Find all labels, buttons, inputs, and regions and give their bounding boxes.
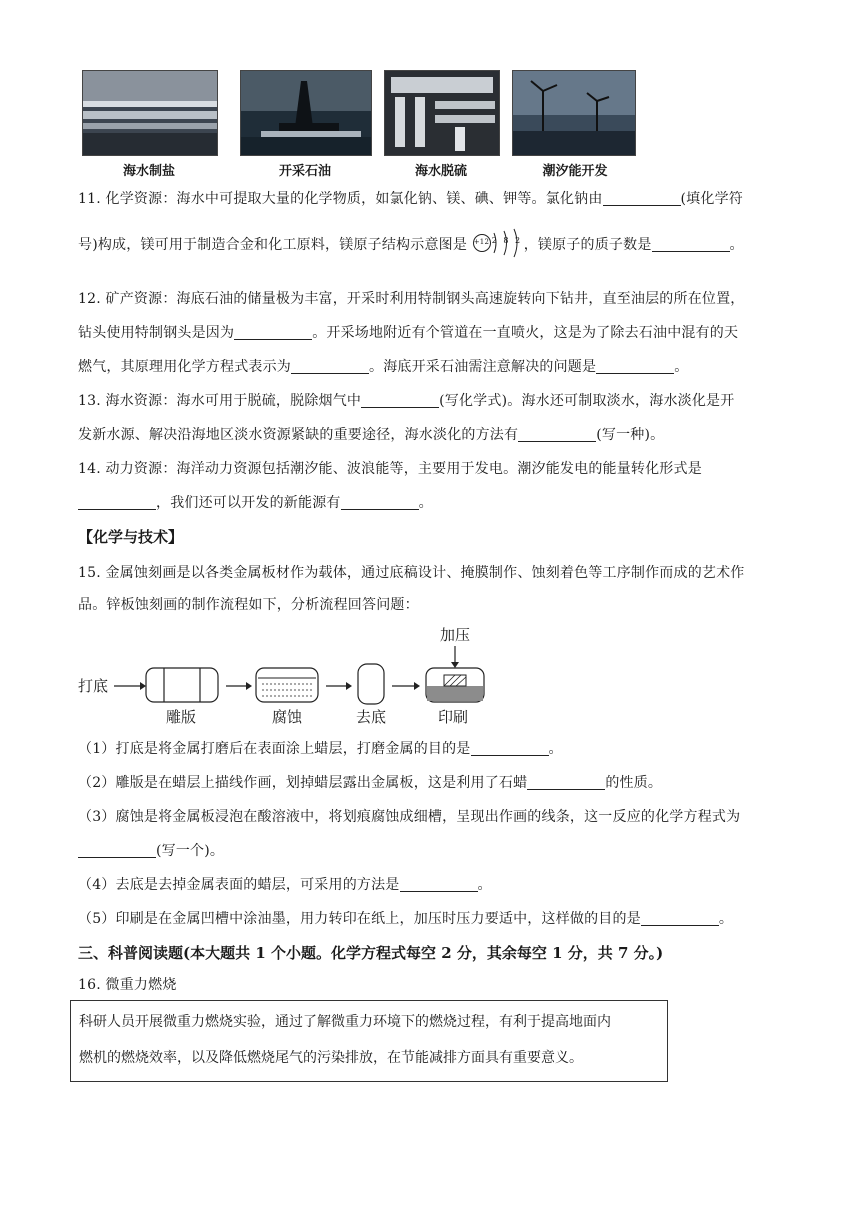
answer-blank[interactable] bbox=[596, 357, 674, 374]
answer-blank[interactable] bbox=[341, 493, 419, 510]
answer-blank[interactable] bbox=[400, 875, 478, 892]
q15-sub1: （1）打底是将金属打磨后在表面涂上蜡层，打磨金属的目的是 。 bbox=[78, 741, 563, 757]
answer-blank[interactable] bbox=[78, 841, 156, 858]
passage-line1: 科研人员开展微重力燃烧实验，通过了解微重力环境下的燃烧过程，有利于提高地面内 bbox=[79, 1014, 611, 1030]
q12-line3: 燃气，其原理用化学方程式表示为 。海底开采石油需注意解决的问题是 。 bbox=[78, 359, 689, 375]
q11-line1: 11. 化学资源：海水中可提取大量的化学物质，如氯化钠、镁、碘、钾等。氯化钠由 (填化学符 bbox=[78, 191, 743, 207]
photo-tidal-energy bbox=[512, 70, 636, 156]
flow-start-label: 打底 bbox=[78, 677, 109, 695]
answer-blank[interactable] bbox=[603, 189, 681, 206]
answer-blank[interactable] bbox=[641, 909, 719, 926]
q12-line1: 12. 矿产资源：海底石油的储量极为丰富，开采时利用特制钢头高速旋转向下钻井，直至油层的所在位置， bbox=[78, 291, 745, 307]
q12-line2: 钻头使用特制钢头是因为 。开采场地附近有个管道在一直喷火，这是为了除去石油中混有的天 bbox=[78, 325, 739, 341]
flow-press-label: 加压 bbox=[440, 626, 471, 644]
photo-oil-drilling bbox=[240, 70, 372, 156]
answer-blank[interactable] bbox=[234, 323, 312, 340]
flow-step3-label: 去底 bbox=[356, 708, 387, 726]
mg-shell-labels: 2 8 2 bbox=[491, 236, 523, 245]
flow-step4-label: 印刷 bbox=[438, 708, 469, 726]
photo-sea-salt bbox=[82, 70, 218, 156]
answer-blank[interactable] bbox=[361, 391, 439, 408]
q14-line2: ，我们还可以开发的新能源有 。 bbox=[78, 486, 786, 520]
q15-sub3-line2: (写一个)。 bbox=[78, 834, 786, 868]
mg-nucleus-label: +12 bbox=[473, 238, 490, 246]
q15-sub4: （4）去底是去掉金属表面的蜡层，可采用的方法是 。 bbox=[78, 877, 492, 893]
section-heading-3: 三、科普阅读题(本大题共 1 个小题。化学方程式每空 2 分，其余每空 1 分，共 7 分。) bbox=[78, 944, 664, 962]
section-heading-tech: 【化学与技术】 bbox=[78, 528, 184, 546]
answer-blank[interactable] bbox=[652, 235, 730, 252]
caption-sea-salt: 海水制盐 bbox=[122, 164, 175, 179]
q14-line1: 14. 动力资源：海洋动力资源包括潮汐能、波浪能等，主要用于发电。潮汐能发电的能量转化形式是 bbox=[78, 461, 702, 477]
q15-sub2: （2）雕版是在蜡层上描线作画，划掉蜡层露出金属板，这是利用了石蜡 的性质。 bbox=[78, 775, 663, 791]
flow-step1-label: 雕版 bbox=[166, 708, 197, 726]
answer-blank[interactable] bbox=[291, 357, 369, 374]
reading-passage-box bbox=[70, 1000, 668, 1082]
q11-line2: 号)构成，镁可用于制造合金和化工原料，镁原子结构示意图是 +12 2 8 2 ，镁原子的质子数是 。 bbox=[78, 228, 786, 262]
q15-sub3-line1: （3）腐蚀是将金属板浸泡在酸溶液中，将划痕腐蚀成细槽，呈现出作画的线条，这一反应的化学方程式为 bbox=[78, 809, 741, 825]
answer-blank[interactable] bbox=[471, 739, 549, 756]
q15-sub5: （5）印刷是在金属凹槽中涂油墨，用力转印在纸上，加压时压力要适中，这样做的目的是 。 bbox=[78, 911, 734, 927]
caption-tidal-energy: 潮汐能开发 bbox=[542, 164, 608, 179]
answer-blank[interactable] bbox=[78, 493, 156, 510]
q15-line1: 15. 金属蚀刻画是以各类金属板材作为载体，通过底稿设计、掩膜制作、蚀刻着色等工序制作而成的艺术作 bbox=[78, 565, 745, 581]
etching-flow-diagram bbox=[76, 620, 496, 730]
q15-line2: 品。锌板蚀刻画的制作流程如下，分析流程回答问题： bbox=[78, 597, 419, 613]
q13-line2: 发新水源、解决沿海地区淡水资源紧缺的重要途径，海水淡化的方法有 (写一种)。 bbox=[78, 427, 665, 443]
photo-desulfurization bbox=[384, 70, 500, 156]
q13-line1: 13. 海水资源：海水可用于脱硫，脱除烟气中 (写化学式)。海水还可制取淡水，海水淡化是开 bbox=[78, 393, 735, 409]
answer-blank[interactable] bbox=[527, 773, 605, 790]
caption-desulfurization: 海水脱硫 bbox=[414, 164, 467, 179]
flow-step2-label: 腐蚀 bbox=[272, 708, 303, 726]
mg-atom-diagram bbox=[472, 228, 524, 258]
passage-line2: 燃机的燃烧效率，以及降低燃烧尾气的污染排放，在节能减排方面具有重要意义。 bbox=[79, 1050, 583, 1066]
q16-title: 16. 微重力燃烧 bbox=[78, 977, 177, 993]
caption-oil-drilling: 开采石油 bbox=[278, 164, 331, 179]
answer-blank[interactable] bbox=[518, 425, 596, 442]
